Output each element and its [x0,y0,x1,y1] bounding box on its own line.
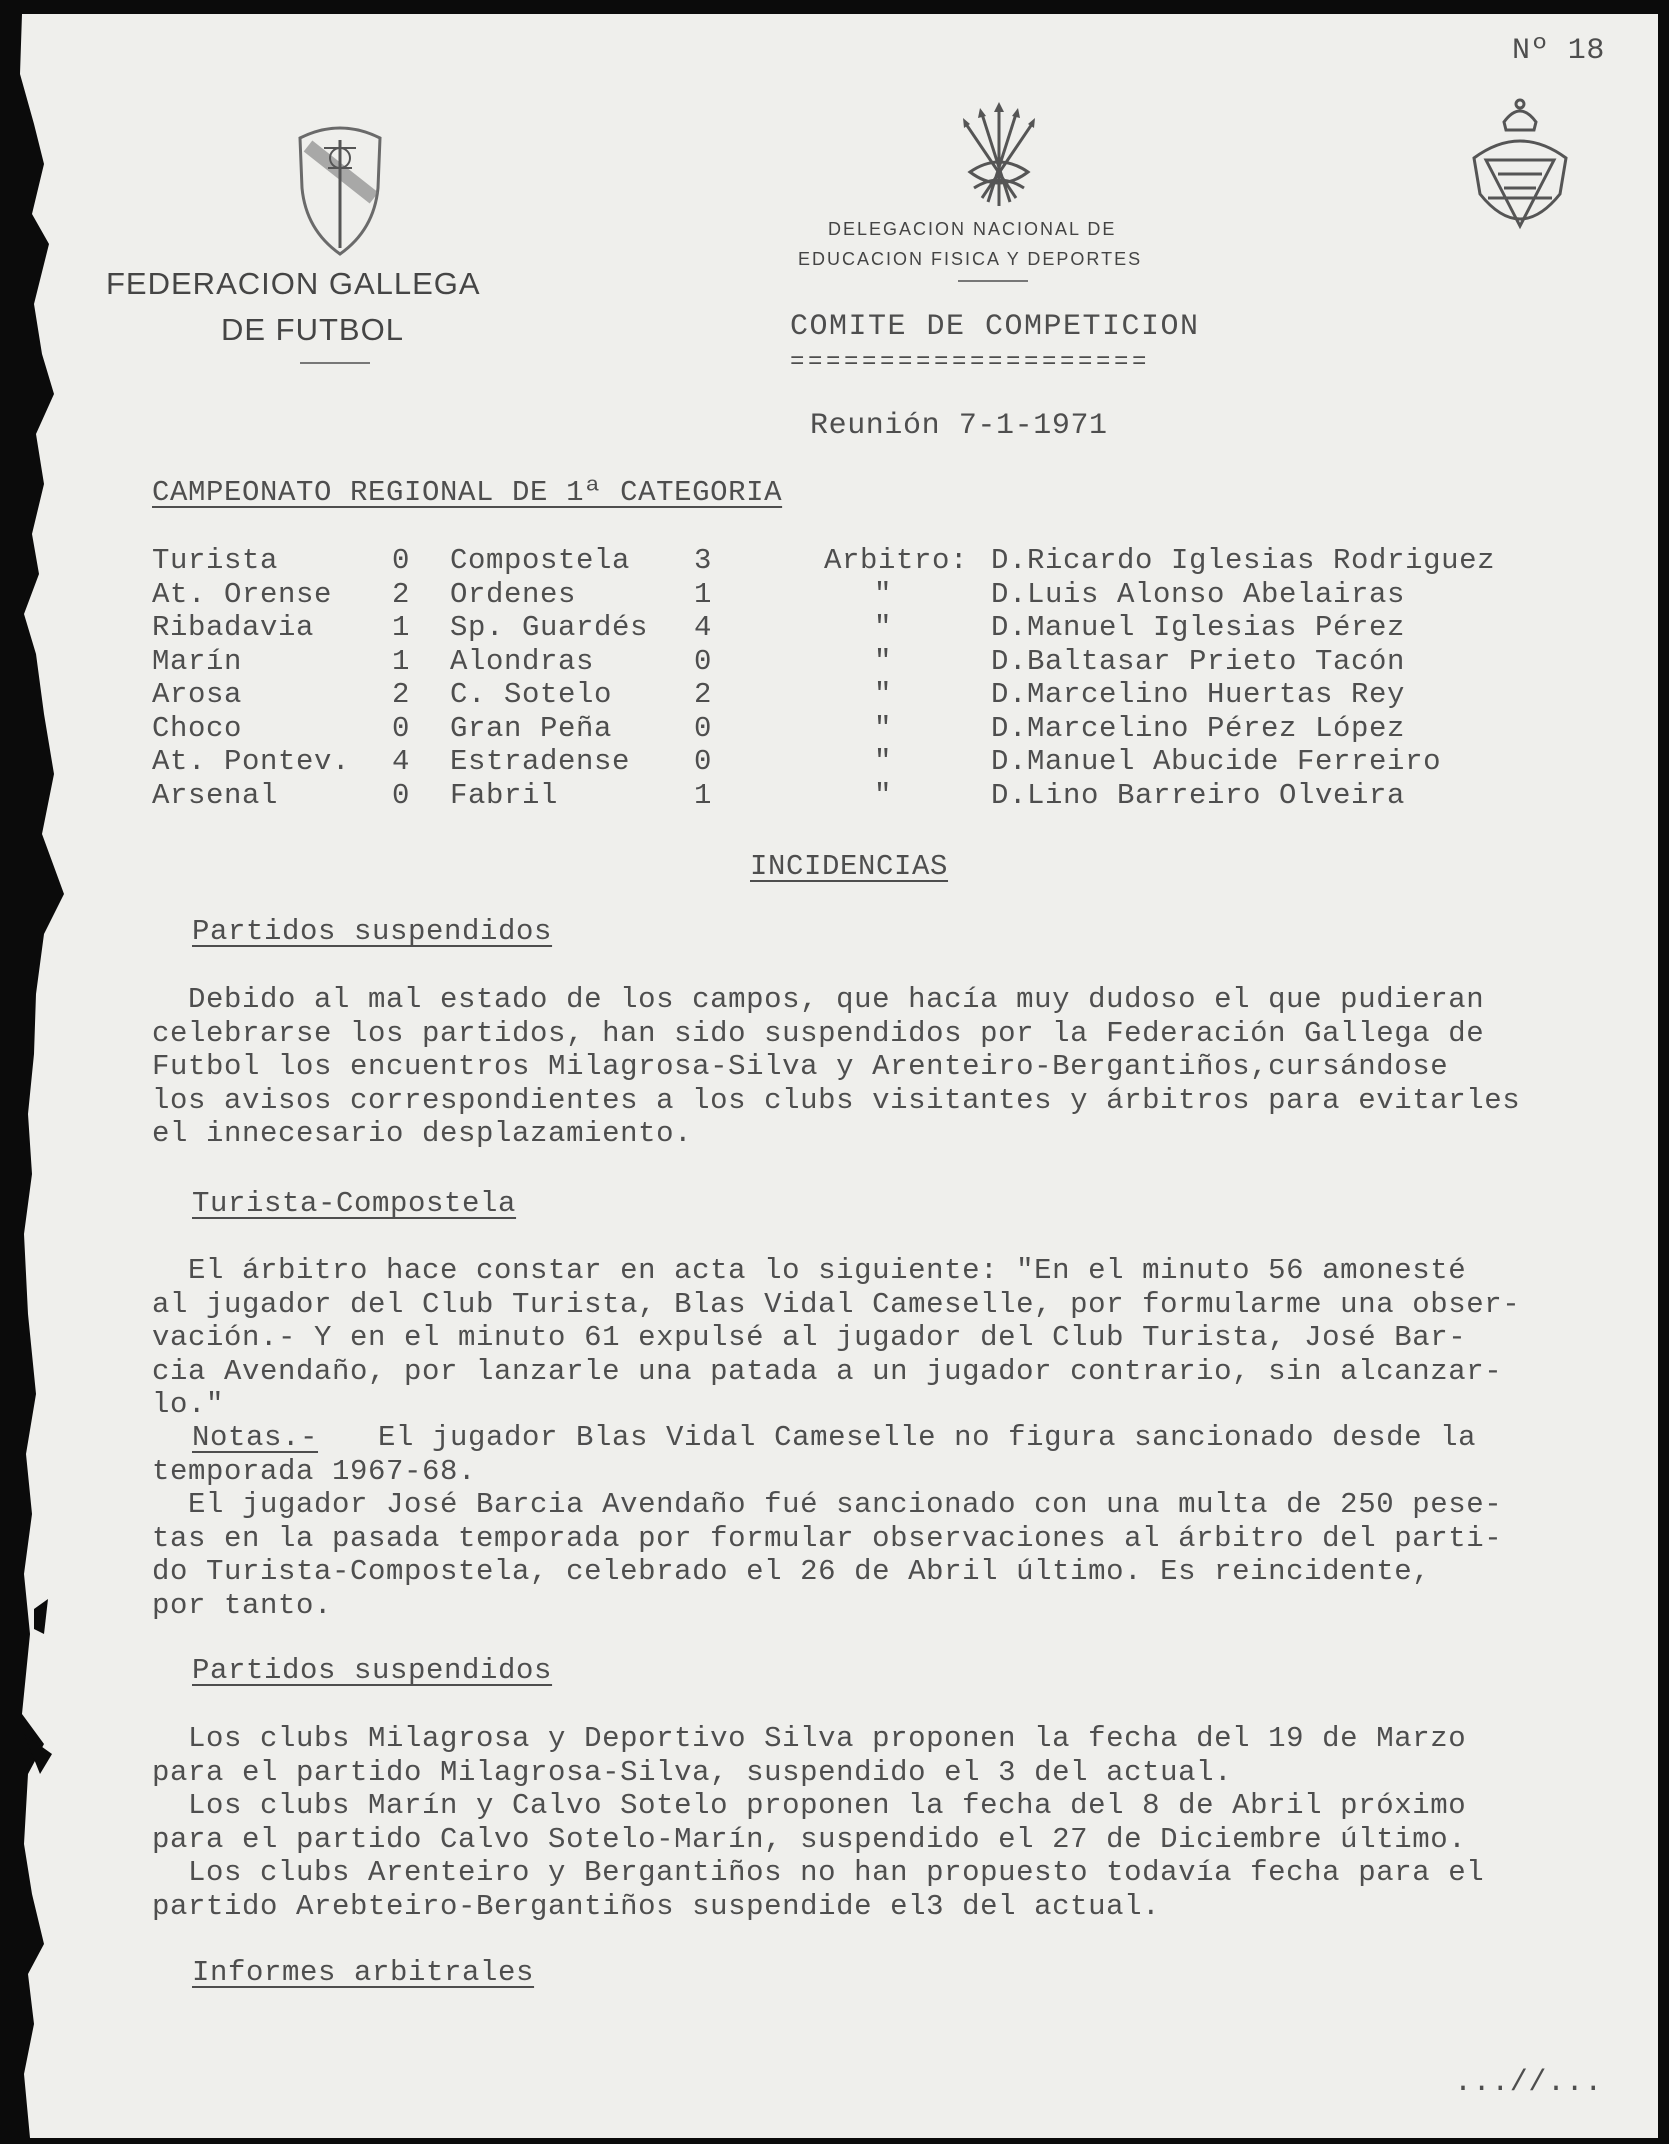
section3-paragraph [152,1722,1658,1923]
delegation-divider [958,280,1028,282]
ditto-mark: " [874,678,893,711]
result-away: Alondras [450,644,595,678]
delegation-line2: EDUCACION FISICA Y DEPORTES [798,249,1143,269]
paragraph-line: vación.- Y en el minuto 61 expulsé al jugador del Club Turista, José Bar- [152,1321,1467,1354]
incidents-title: INCIDENCIAS [750,850,949,883]
paragraph-line: para el partido Calvo Sotelo-Marín, suspendido el 27 de Diciembre último. [152,1822,1467,1856]
ditto-mark: " [874,711,893,745]
paragraph-line: al jugador del Club Turista, Blas Vidal Cameselle, por formularme una obser- [152,1287,1521,1321]
yoke-arrows-emblem-icon [954,102,1044,212]
result-home: Ribadavia [152,611,315,644]
paragraph-line: Los clubs Milagrosa y Deportivo Silva proponen la fecha del 19 de Marzo [152,1722,1467,1755]
paragraph-line: El jugador José Barcia Avendaño fué sancionado con una multa de 250 pese- [152,1488,1503,1521]
paragraph-line: por tanto. [152,1588,333,1622]
result-home: At. Orense [152,577,333,611]
paragraph-line: El jugador Blas Vidal Cameselle no figura sancionado desde la [342,1421,1477,1454]
result-away: Compostela [450,544,631,577]
result-referee: D.Marcelino Huertas Rey [991,678,1406,711]
result-away-score: 0 [694,711,713,745]
ditto-mark: " [874,745,893,778]
result-referee: D.Luis Alonso Abelairas [991,577,1406,611]
delegation-line1: DELEGACION NACIONAL DE [828,219,1117,239]
paragraph-line: cia Avendaño, por lanzarle una patada a un jugador contrario, sin alcanzar- [152,1354,1503,1388]
result-away-score: 0 [694,644,713,678]
result-home: Choco [152,711,243,745]
result-away: Estradense [450,745,631,778]
result-away: Sp. Guardés [450,611,649,644]
committee-title: COMITE DE COMPETICION [790,310,1200,344]
result-home: Arosa [152,678,243,711]
paragraph-line: El árbitro hace constar en acta lo siguiente: "En el minuto 56 amonesté [152,1254,1467,1287]
section1-paragraph [152,983,1658,1151]
torn-edge [14,14,84,2138]
result-home-score: 4 [392,745,411,778]
result-home: Turista [152,544,279,577]
result-referee: D.Baltasar Prieto Tacón [991,644,1406,678]
paragraph-line: para el partido Milagrosa-Silva, suspendido el 3 del actual. [152,1755,1233,1789]
page-number: Nº 18 [1512,34,1606,68]
result-referee: D.Marcelino Pérez López [991,711,1406,745]
section4-heading: Informes arbitrales [192,1956,535,1989]
ditto-mark: " [874,644,893,678]
paragraph-line: Los clubs Marín y Calvo Sotelo proponen la fecha del 8 de Abril próximo [152,1789,1467,1822]
paragraph-line: tas en la pasada temporada por formular observaciones al árbitro del parti- [152,1521,1503,1555]
section3-heading: Partidos suspendidos [192,1654,553,1687]
paragraph-line: do Turista-Compostela, celebrado el 26 de Abril último. Es reincidente, [152,1555,1431,1588]
result-away-score: 0 [694,745,713,778]
result-away-score: 1 [694,778,713,812]
result-away: Ordenes [450,577,577,611]
federation-divider [300,362,370,364]
paragraph-line: temporada 1967-68. [152,1454,477,1488]
result-home-score: 2 [392,678,411,711]
result-home: Arsenal [152,778,279,812]
referee-label: Arbitro: [824,544,969,577]
result-home: At. Pontev. [152,745,351,778]
paragraph-line: lo." [152,1388,225,1421]
result-home-score: 0 [392,544,411,577]
result-away: C. Sotelo [450,678,613,711]
result-referee: D.Ricardo Iglesias Rodriguez [991,544,1496,577]
ditto-mark: " [874,778,893,812]
result-referee: D.Manuel Abucide Ferreiro [991,745,1442,778]
championship-title: CAMPEONATO REGIONAL DE 1ª CATEGORIA [152,476,783,509]
paragraph-line: celebrarse los partidos, han sido suspendidos por la Federación Gallega de [152,1016,1485,1050]
paragraph-line: partido Arebteiro-Bergantiños suspendide el3 del actual. [152,1889,1161,1923]
result-away: Fabril [450,778,559,812]
ditto-mark: " [874,577,893,611]
result-away: Gran Peña [450,711,613,745]
section2-paragraph [152,1254,1658,1422]
result-away-score: 4 [694,611,713,644]
meeting-date: Reunión 7-1-1971 [810,409,1108,443]
paragraph-line: los avisos correspondientes a los clubs visitantes y árbitros para evitarles [152,1083,1521,1117]
notes-paragraph [152,1421,1658,1622]
federation-name-line2: DE FUTBOL [221,312,404,347]
result-home-score: 1 [392,644,411,678]
result-home-score: 1 [392,611,411,644]
federation-shield-icon [294,118,386,258]
paragraph-line: Futbol los encuentros Milagrosa-Silva y Arenteiro-Bergantiños,cursándose [152,1050,1449,1083]
result-away-score: 1 [694,577,713,611]
section1-heading: Partidos suspendidos [192,915,553,948]
result-away-score: 3 [694,544,713,577]
result-home-score: 2 [392,577,411,611]
committee-title-rule: ==================== [790,349,1151,376]
result-referee: D.Manuel Iglesias Pérez [991,611,1406,644]
result-home-score: 0 [392,711,411,745]
paragraph-line: Debido al mal estado de los campos, que hacía muy dudoso el que pudieran [152,983,1485,1016]
notes-label: Notas.- [192,1421,319,1454]
ditto-mark: " [874,611,893,644]
document-page [14,14,1658,2138]
result-home-score: 0 [392,778,411,812]
paragraph-line: el innecesario desplazamiento. [152,1117,693,1150]
continuation-mark: ...//... [1454,2066,1603,2100]
royal-crest-icon [1468,94,1572,252]
paragraph-line: Los clubs Arenteiro y Bergantiños no han propuesto todavía fecha para el [152,1856,1485,1889]
result-home: Marín [152,644,243,678]
result-referee: D.Lino Barreiro Olveira [991,778,1406,812]
section2-heading: Turista-Compostela [192,1187,517,1220]
federation-name-line1: FEDERACION GALLEGA [106,266,481,301]
result-away-score: 2 [694,678,713,711]
